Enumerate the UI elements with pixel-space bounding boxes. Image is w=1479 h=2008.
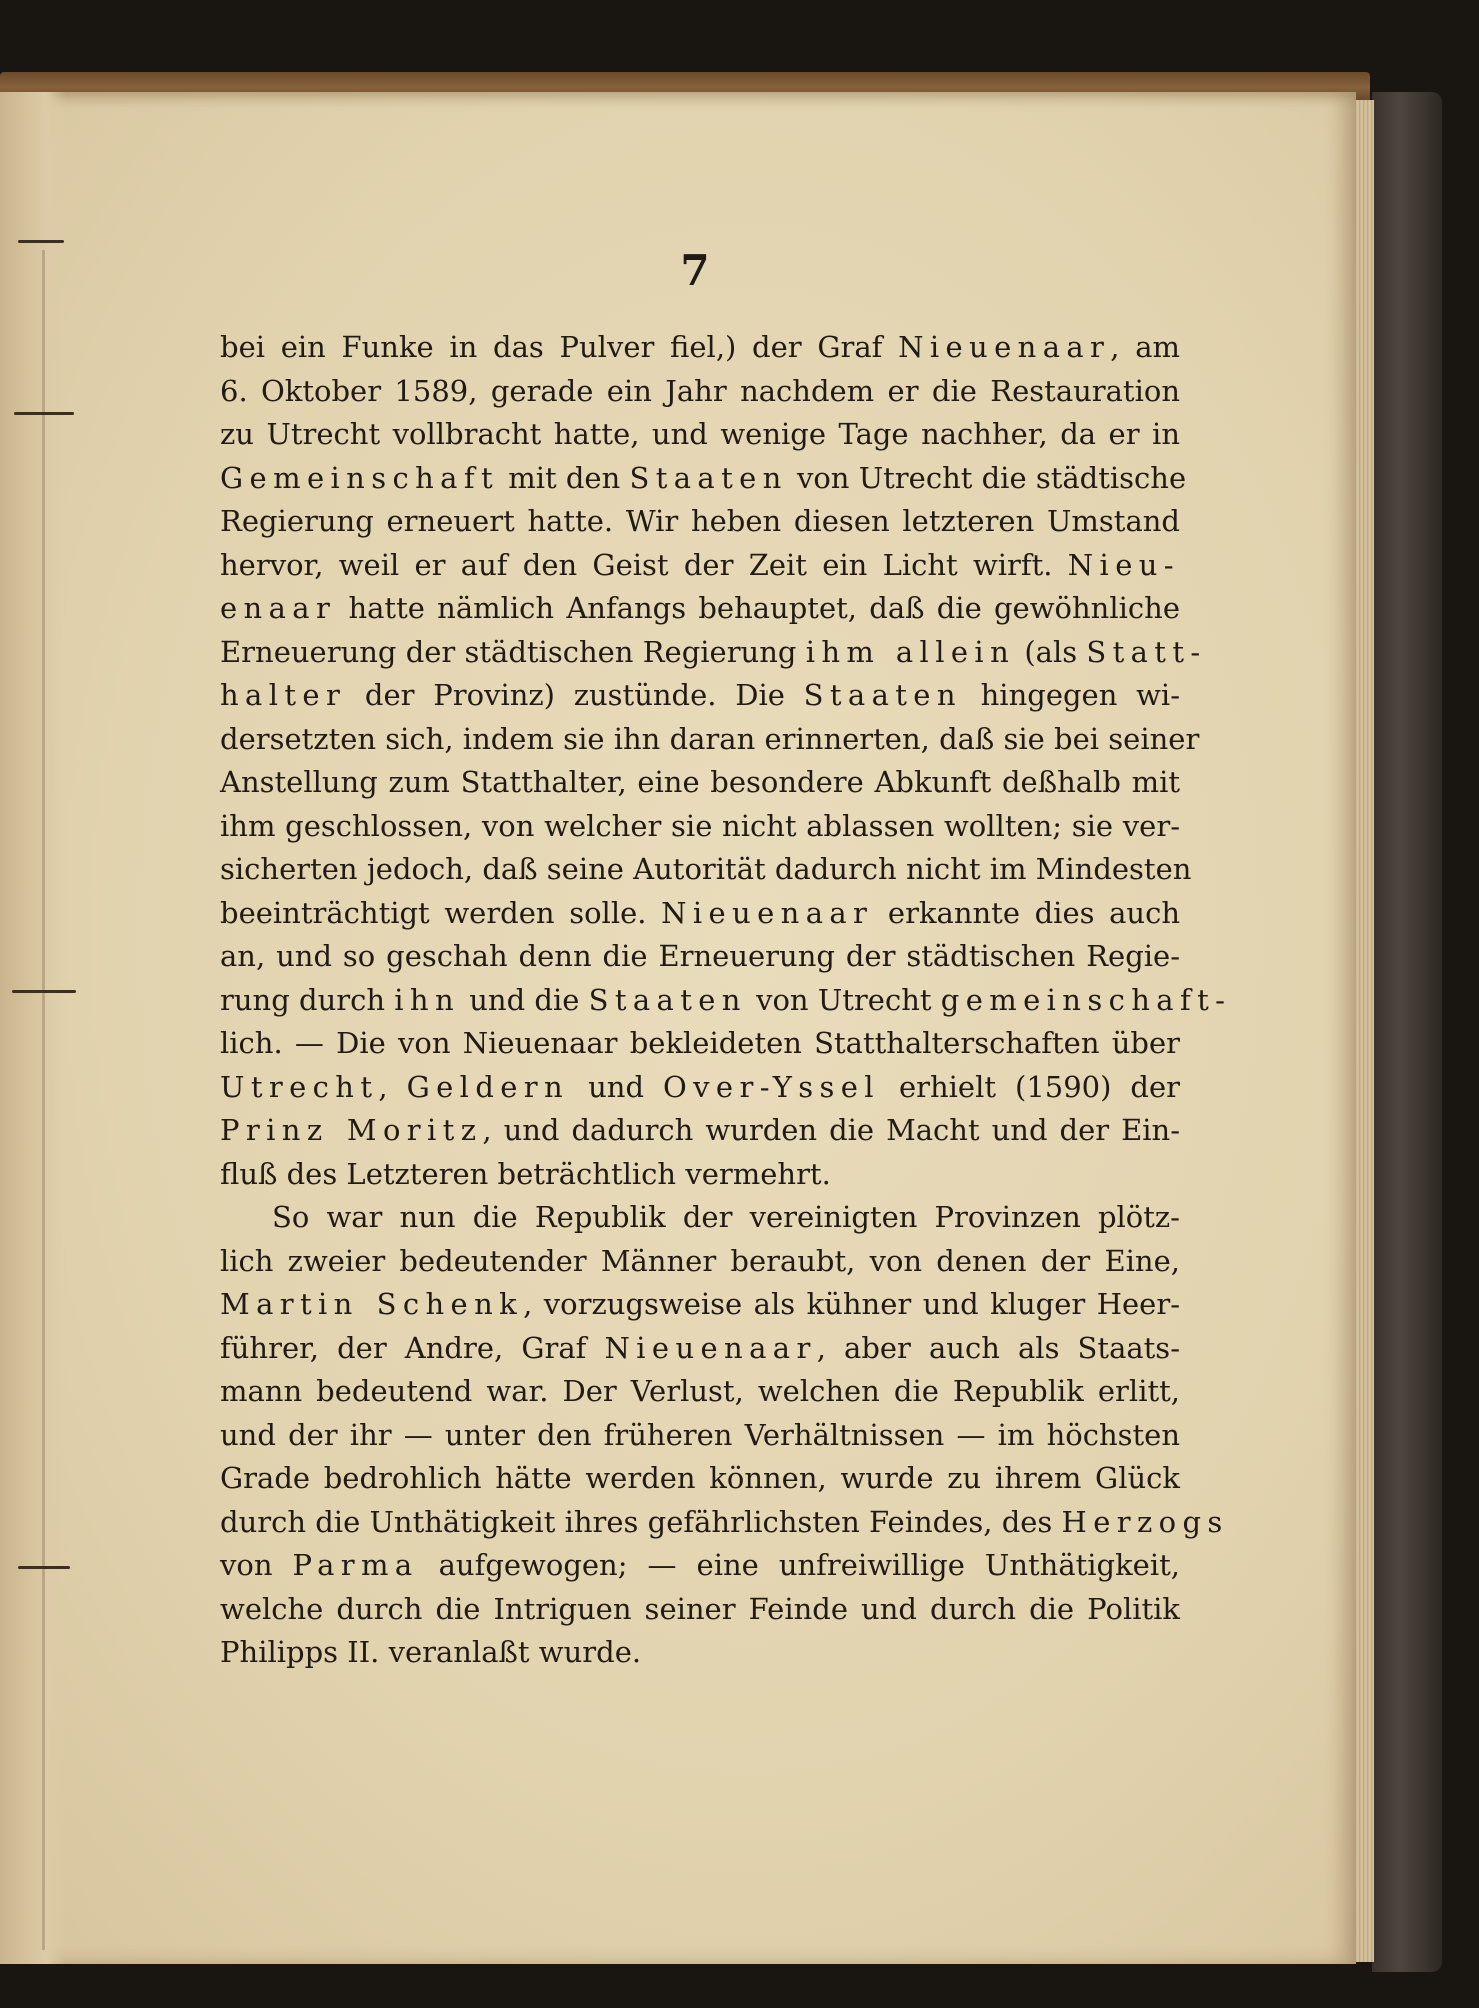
text-line [220,1327,1180,1371]
text-run: beeinträchtigt werden solle. [220,895,662,930]
text-line [220,848,1192,892]
text-line [220,500,1180,544]
spaced-emphasis: ihm allein [805,634,1016,669]
text-line [220,805,1180,849]
text-run: Erneuerung der städtischen Regierung [220,634,806,669]
text-line [220,718,1200,762]
book-board-right [1372,92,1442,1972]
text-line [220,1501,1229,1545]
page-number: 7 [680,246,710,295]
text-run: ihm geschlossen, von welcher sie nicht ablassen wollten; sie ver- [220,808,1180,843]
text-run: durch die Unthätigkeit ihres gefährlichsten Feindes, des [220,1504,1062,1539]
binding-stitch [18,240,64,243]
text-line [220,1196,1180,1240]
text-run: dersetzten sich, indem sie ihn daran erinnerten, daß sie bei seiner [220,721,1200,756]
text-line [220,1588,1180,1632]
text-run: , vorzugsweise als kühner und kluger Heer- [523,1287,1180,1321]
text-run: hingegen wi- [961,678,1180,712]
spaced-emphasis: Gemeinschaft [220,460,499,495]
text-line [220,1022,1180,1066]
spaced-emphasis: gemeinschaft- [940,982,1232,1017]
spaced-emphasis: Martin Schenk [220,1287,524,1321]
spaced-emphasis: Nieuenaar [661,895,874,930]
text-run: Philipps II. veranlaßt wurde. [220,1635,642,1669]
text-line [220,1544,1180,1588]
spaced-emphasis: Nieuenaar [898,330,1111,364]
text-run: lich zweier bedeutender Männer beraubt, von denen der Eine, [220,1243,1180,1278]
spaced-emphasis: Nieu- [1067,547,1180,582]
text-run: Regierung erneuert hatte. Wir heben diesen letzteren Umstand [220,504,1180,538]
text-run: , am [1110,330,1180,364]
text-line [220,1457,1180,1501]
text-run: , und dadurch wurden die Macht und der Ein- [482,1113,1180,1147]
spaced-emphasis: Statt- [1086,634,1207,669]
spaced-emphasis: Utrecht [220,1069,379,1104]
text-run: und der ihr — unter den früheren Verhältnissen — im höchsten [220,1417,1180,1452]
page-gutter [0,92,66,1964]
text-run: , aber auch als Staats- [816,1330,1180,1365]
spaced-emphasis: halter [220,678,347,712]
text-run: Anstellung zum Statthalter, eine besondere Abkunft deßhalb mit [220,765,1180,799]
spaced-emphasis: Staaten [803,678,962,712]
text-line [220,631,1207,675]
text-line [220,1066,1180,1110]
spaced-emphasis: Geldern [406,1069,570,1104]
text-run: von Utrecht [746,982,941,1017]
spaced-emphasis: Parma [292,1548,419,1582]
text-run: mit den [498,460,630,495]
text-line [220,1240,1180,1284]
text-run: und die [460,982,589,1017]
spaced-emphasis: Herzogs [1061,1504,1229,1539]
binding-thread [42,250,45,1950]
text-run: von [220,1548,293,1582]
text-run: , [378,1069,407,1104]
text-line [220,1109,1180,1153]
text-run: welche durch die Intriguen seiner Feinde und durch die Politik [220,1591,1180,1626]
spaced-emphasis: Staaten [629,460,788,495]
text-run: lich. — Die von Nieuenaar bekleideten Statthalterschaften über [220,1026,1180,1060]
text-line [220,761,1180,805]
spaced-emphasis: ihn [394,982,461,1017]
spaced-emphasis: Prinz Moritz [220,1113,483,1147]
text-line [220,370,1180,414]
text-line [220,457,1187,501]
binding-stitch [14,412,74,415]
text-run: von Utrecht die städtische [787,460,1187,495]
text-run: 6. Oktober 1589, gerade ein Jahr nachdem er die Restauration [220,373,1180,408]
text-run: zu Utrecht vollbracht hatte, und wenige Tage nachher, da er in [220,417,1180,451]
text-run: Grade bedrohlich hätte werden können, wurde zu ihrem Glück [220,1461,1180,1495]
text-run: fluß des Letzteren beträchtlich vermehrt. [220,1156,831,1191]
text-line [220,1631,1180,1675]
text-run: an, und so geschah denn die Erneuerung der städtischen Regie- [220,939,1180,973]
spaced-emphasis: Nieuenaar [604,1330,817,1365]
text-run: und [569,1069,664,1104]
text-run: hatte nämlich Anfangs behauptet, daß die gewöhnliche [336,591,1180,625]
text-line [220,674,1180,718]
text-run: aufgewogen; — eine unfreiwillige Unthätigkeit, [418,1548,1180,1582]
text-line [220,413,1180,457]
text-line [220,1153,1180,1197]
spaced-emphasis: enaar [220,591,337,625]
text-line [220,326,1180,370]
text-run: mann bedeutend war. Der Verlust, welchen die Republik erlitt, [220,1374,1180,1408]
text-line [220,1283,1180,1327]
text-run: führer, der Andre, Graf [220,1330,605,1365]
text-run: hervor, weil er auf den Geist der Zeit ein Licht wirft. [220,547,1068,582]
text-line [220,979,1232,1023]
text-line [220,587,1180,631]
text-line [220,892,1180,936]
binding-stitch [12,990,76,993]
text-run: sicherten jedoch, daß seine Autorität dadurch nicht im Mindesten [220,852,1192,886]
text-line [220,935,1180,979]
spaced-emphasis: Staaten [588,982,747,1017]
text-line [220,1370,1180,1414]
text-line [220,544,1180,588]
body-text [220,326,1232,1675]
text-line [220,1414,1180,1458]
text-run: rung durch [220,982,395,1017]
text-run: erkannte dies auch [873,895,1181,930]
text-run: der Provinz) zustünde. Die [346,678,804,712]
text-run: bei ein Funke in das Pulver fiel,) der Graf [220,330,899,364]
text-run: erhielt (1590) der [879,1069,1181,1104]
text-run: (als [1015,634,1087,669]
binding-stitch [18,1566,70,1569]
spaced-emphasis: Over-Yssel [663,1069,880,1104]
text-run: So war nun die Republik der vereinigten Provinzen plötz- [272,1200,1180,1234]
